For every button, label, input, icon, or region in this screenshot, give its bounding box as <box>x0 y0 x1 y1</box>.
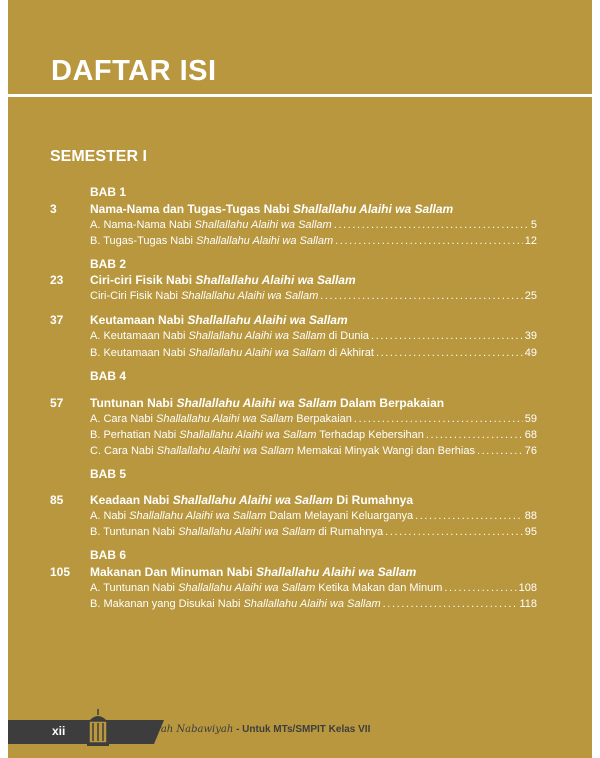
text-part: Shallallahu Alaihi wa Sallam <box>156 413 294 425</box>
toc-entry-page: 25 <box>524 290 537 302</box>
dot-leader <box>320 290 523 302</box>
text-part: B. Tuntunan Nabi <box>90 526 179 538</box>
text-part: Shallallahu Alaihi wa Sallam <box>188 347 326 359</box>
text-part: B. Makanan yang Disukai Nabi <box>90 598 244 610</box>
text-part: A. Tuntunan Nabi <box>90 582 179 594</box>
text-part: Dalam Melayani Keluarganya <box>266 510 414 522</box>
text-part: di Rumahnya <box>315 526 384 538</box>
chapter-label: BAB 2 <box>90 257 127 271</box>
footer-book-title <box>146 724 370 735</box>
text-part: A. Cara Nabi <box>90 413 157 425</box>
text-part: Dalam Berpakaian <box>336 396 445 410</box>
text-part: Shallallahu Alaihi wa Sallam <box>181 290 319 302</box>
dot-leader <box>371 330 523 342</box>
dot-leader <box>415 510 523 522</box>
chapter-page-number: 85 <box>50 493 64 507</box>
text-part: Keadaan Nabi <box>90 493 173 507</box>
dot-leader <box>426 429 523 441</box>
text-part: Shallallahu Alaihi wa Sallam <box>256 565 417 579</box>
text-part: B. Keutamaan Nabi <box>90 347 189 359</box>
text-part: Shallallahu Alaihi wa Sallam <box>195 273 356 287</box>
toc-entry[interactable] <box>90 235 537 247</box>
text-part: Shallallahu Alaihi wa Sallam <box>176 396 337 410</box>
chapter-label: BAB 4 <box>90 369 127 383</box>
toc-entry-page: 12 <box>524 235 537 247</box>
toc-entry-text <box>90 330 369 342</box>
dot-leader <box>477 445 523 457</box>
chapter-title[interactable] <box>90 565 416 579</box>
text-part: Makanan Dan Minuman Nabi <box>90 565 257 579</box>
toc-entry[interactable] <box>90 510 537 522</box>
toc-entry[interactable] <box>90 330 537 342</box>
toc-entry-page: 108 <box>518 582 537 594</box>
toc-entry-page: 59 <box>524 413 537 425</box>
dot-leader <box>335 235 523 247</box>
text-part: Ciri-Ciri Fisik Nabi <box>90 290 182 302</box>
toc-entry-text <box>90 429 424 441</box>
dot-leader <box>444 582 516 594</box>
dot-leader <box>383 598 518 610</box>
text-part: A. Keutamaan Nabi <box>90 330 189 342</box>
toc-entry-text <box>90 235 333 247</box>
toc-entry-text <box>90 347 374 359</box>
chapter-page-number: 3 <box>50 202 57 216</box>
chapter-title[interactable] <box>90 273 356 287</box>
toc-entry-text <box>90 582 442 594</box>
toc-entry-page: 49 <box>524 347 537 359</box>
text-part: Berpakaian <box>293 413 352 425</box>
text-part: Shallallahu Alaihi wa Sallam <box>129 510 267 522</box>
chapter-label: BAB 1 <box>90 185 127 199</box>
text-part: Shallallahu Alaihi wa Sallam <box>156 445 294 457</box>
text-part: C. Cara Nabi <box>90 445 157 457</box>
toc-entry[interactable] <box>90 445 537 457</box>
text-part: Shallallahu Alaihi wa Sallam <box>187 313 348 327</box>
toc-entry[interactable] <box>90 429 537 441</box>
toc-entry[interactable] <box>90 413 537 425</box>
toc-entry-page: 95 <box>524 526 537 538</box>
dot-leader <box>385 526 523 538</box>
toc-entry[interactable] <box>90 526 537 538</box>
text-part: A. Nama-Nama Nabi <box>90 219 195 231</box>
text-part: Shallallahu Alaihi wa Sallam <box>194 219 332 231</box>
chapter-label: BAB 5 <box>90 467 127 481</box>
text-part: B. Tugas-Tugas Nabi <box>90 235 196 247</box>
text-part: Shallallahu Alaihi wa Sallam <box>188 330 326 342</box>
text-part: Tuntunan Nabi <box>90 396 177 410</box>
chapter-title[interactable] <box>90 493 413 507</box>
toc-entry-text <box>90 598 381 610</box>
toc-entry-text <box>90 510 413 522</box>
chapter-page-number: 23 <box>50 273 64 287</box>
toc-entry-page: 5 <box>530 219 537 231</box>
toc-entry[interactable] <box>90 582 537 594</box>
toc-entry-text <box>90 526 383 538</box>
toc-entry-text <box>90 219 332 231</box>
toc-entry-text <box>90 445 475 457</box>
text-part: Terhadap Kebersihan <box>316 429 424 441</box>
dot-leader <box>334 219 529 231</box>
toc-entry-page: 76 <box>524 445 537 457</box>
page-number: xii <box>52 724 66 738</box>
text-part: di Akhirat <box>325 347 374 359</box>
text-part: Nama-Nama dan Tugas-Tugas Nabi <box>90 202 293 216</box>
semester-heading: SEMESTER I <box>50 148 147 165</box>
toc-entry-text <box>90 413 352 425</box>
mosque-lantern-icon <box>83 707 113 747</box>
chapter-page-number: 37 <box>50 313 64 327</box>
book-subtitle: - Untuk MTs/SMPIT Kelas VII <box>236 724 371 735</box>
chapter-page-number: 105 <box>50 565 71 579</box>
toc-entry[interactable] <box>90 219 537 231</box>
chapter-title[interactable] <box>90 396 444 410</box>
text-part: Shallallahu Alaihi wa Sallam <box>178 526 316 538</box>
chapter-page-number: 57 <box>50 396 64 410</box>
text-part: Memakai Minyak Wangi dan Berhias <box>293 445 475 457</box>
text-part: A. Nabi <box>90 510 130 522</box>
text-part: Shallallahu Alaihi wa Sallam <box>172 493 333 507</box>
toc-entry[interactable] <box>90 347 537 359</box>
chapter-title[interactable] <box>90 313 348 327</box>
text-part: Shallallahu Alaihi wa Sallam <box>292 202 454 216</box>
toc-entry-page: 88 <box>524 510 537 522</box>
text-part: Shallallahu Alaihi wa Sallam <box>195 235 334 247</box>
text-part: Shallallahu Alaihi wa Sallam <box>243 598 381 610</box>
book-signature: Sirah Nabawiyah <box>146 724 234 735</box>
page-title: DAFTAR ISI <box>51 55 217 87</box>
toc-entry[interactable] <box>90 290 537 302</box>
chapter-label: BAB 6 <box>90 548 127 562</box>
footer-bar <box>8 720 154 744</box>
text-part: Di Rumahnya <box>332 493 413 507</box>
chapter-title[interactable] <box>90 202 453 216</box>
text-part: di Dunia <box>325 330 370 342</box>
text-part: Shallallahu Alaihi wa Sallam <box>179 429 317 441</box>
toc-entry[interactable] <box>90 598 537 610</box>
page <box>8 0 592 758</box>
dot-leader <box>376 347 523 359</box>
text-part: B. Perhatian Nabi <box>90 429 180 441</box>
text-part: Keutamaan Nabi <box>90 313 188 327</box>
toc-entry-page: 118 <box>519 598 537 610</box>
toc-entry-page: 68 <box>524 429 537 441</box>
text-part: Shallallahu Alaihi wa Sallam <box>178 582 316 594</box>
text-part: Ciri-ciri Fisik Nabi <box>90 273 196 287</box>
toc-entry-text <box>90 290 318 302</box>
toc-entry-page: 39 <box>524 330 537 342</box>
dot-leader <box>354 413 523 425</box>
text-part: Ketika Makan dan Minum <box>315 582 443 594</box>
title-divider <box>8 94 592 97</box>
